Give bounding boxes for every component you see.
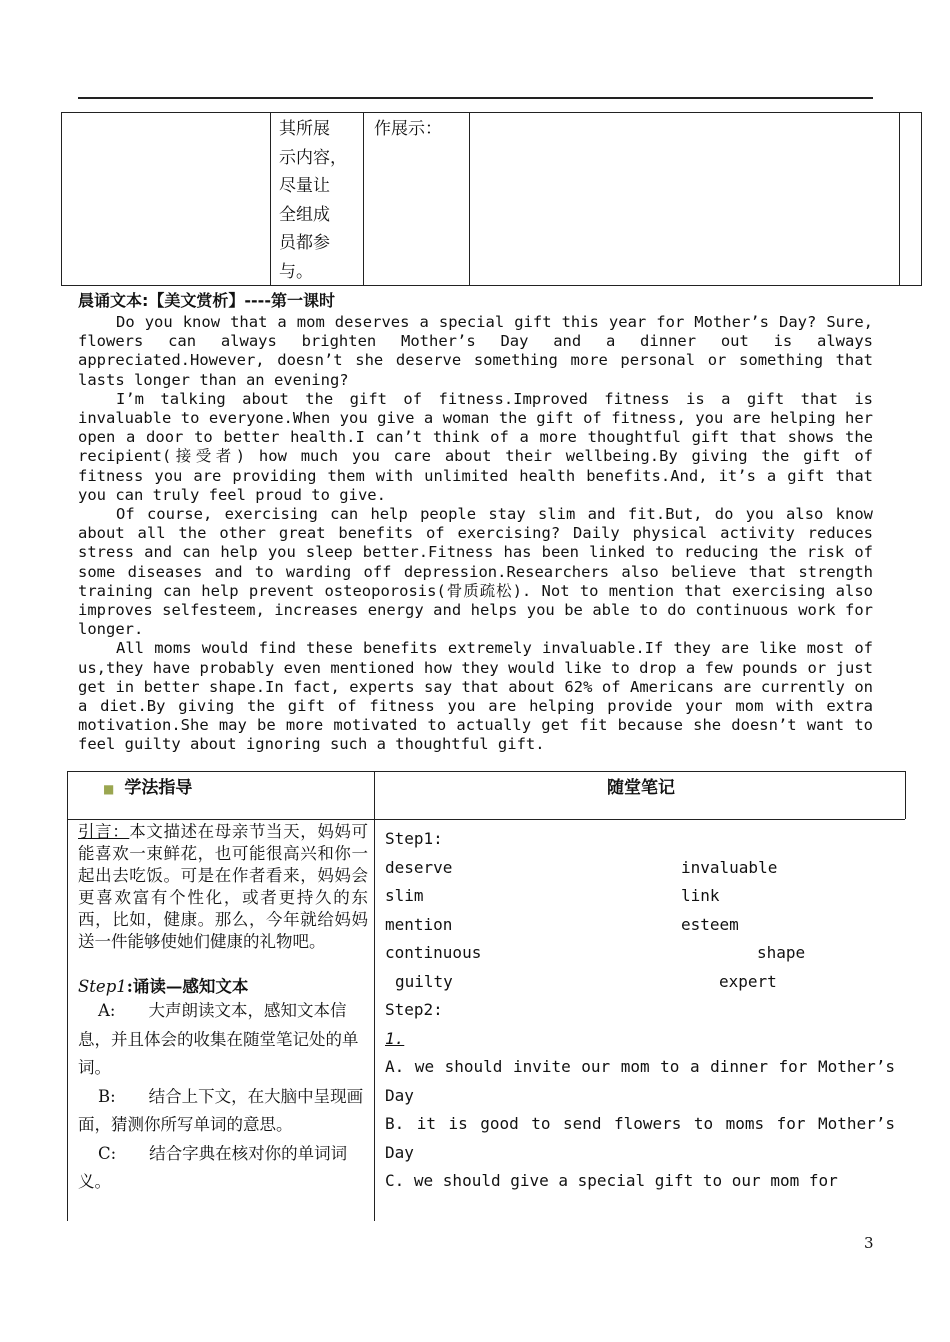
table-divider <box>67 819 905 820</box>
text-line: 其所展 <box>279 119 330 139</box>
class-notes-header: 随堂笔记 <box>607 778 675 798</box>
vocab-word: invaluable <box>681 857 778 877</box>
step1-title <box>78 973 368 997</box>
vocab-word: shape <box>757 943 806 962</box>
intro-lead: 引言： <box>78 822 130 841</box>
notes-step2-label: Step2: <box>385 1000 443 1019</box>
activity-instruction <box>279 115 363 286</box>
step-label: Step1 <box>78 977 127 996</box>
vocab-word: expert <box>719 971 777 991</box>
study-guide <box>78 821 368 1197</box>
page-number: 3 <box>864 1234 874 1252</box>
article-paragraph: All moms would find these benefits extremely invaluable.If they are like most of us,they have probably even mentioned how they would like to drop a few pounds or just get in better shape.In fact, experts say that about 62% of Americans are currently on a diet.By giving the gift of fitness you are helping provide your mom with extra motivation.She may be more motivated to actually get fit because she doesn’t want to feel guilty about ignoring such a thoughtful gift. <box>78 639 873 754</box>
text-line: 与。 <box>279 261 313 282</box>
table-border <box>61 113 62 285</box>
header-label: 学法指导 <box>124 778 193 798</box>
intro-paragraph <box>78 821 368 953</box>
word-row <box>385 968 895 997</box>
class-notes <box>385 825 895 1196</box>
article-paragraph: Do you know that a mom deserves a special gift this year for Mother’s Day? Sure, flowers can always brighten Mother’s Day and a dinner out is always appreciated.However, doesn’t she deserve something more personal or something that lasts longer than an evening? <box>78 313 873 389</box>
answer-option: A. we should invite our mom to a dinner for Mother’s Day <box>385 1057 895 1105</box>
vocab-word: esteem <box>681 914 739 934</box>
vocab-word: mention <box>385 914 453 934</box>
answer-option: C. we should give a special gift to our mom for <box>385 1171 838 1190</box>
article-paragraph: I’m talking about the gift of fitness.Improved fitness is a gift that is invaluable to everyone.When you give a woman the gift of fitness, you are helping her open a door to better health.I can’t think of a more thoughtful gift that shows the recipient(接受者) how much you care about their wellbeing.By giving the gift of fitness you are providing them with unlimited health benefits.And, it’s a gift that you can truly feel proud to give. <box>78 389 873 504</box>
vocab-word: deserve <box>385 857 453 877</box>
text-line: 全组成 <box>279 204 330 225</box>
article-paragraph: Of course, exercising can help people stay slim and fit.But, do you also know about all the other great benefits of exercising? Daily physical activity reduces stress and can help you sleep better.Fitness has been linked to reducing the risk of some diseases and to warding off depression.Researchers also believe that strength training can help prevent osteoporosis(骨质疏松). Not to mention that exercising also improves selfesteem, increases energy and helps you be able to do continuous work for longer. <box>78 505 873 639</box>
step-item: A: 大声朗读文本，感知文本信息，并且体会的收集在随堂笔记处的单词。 <box>78 1001 359 1077</box>
word-row <box>385 882 895 911</box>
word-row <box>385 939 895 968</box>
vocab-word: continuous <box>385 943 482 962</box>
bullet-icon: ■ <box>103 782 115 796</box>
section-title: 晨诵文本:【美文赏析】----第一课时 <box>78 291 335 310</box>
text-line: 示内容， <box>279 147 347 168</box>
study-table <box>67 771 905 1221</box>
reading-article <box>78 313 873 755</box>
table-border <box>905 771 906 819</box>
table-divider <box>374 771 375 1221</box>
table-divider <box>899 113 900 285</box>
text-line: 员都参 <box>279 233 330 253</box>
word-row <box>385 854 895 883</box>
vocab-word: slim <box>385 886 424 905</box>
vocab-word: guilty <box>395 971 453 991</box>
activity-display-label: 作展示： <box>374 119 442 139</box>
table-border <box>921 113 922 285</box>
table-divider <box>363 113 364 285</box>
question-number-text: 1. <box>385 1028 405 1048</box>
study-guide-header <box>103 773 192 798</box>
question-number <box>385 1025 895 1054</box>
answer-option: B. it is good to send flowers to moms for Mother’s Day <box>385 1114 895 1162</box>
vocab-word: link <box>681 886 720 905</box>
table-border <box>67 771 68 1221</box>
header-rule <box>78 97 873 99</box>
table-divider <box>270 113 271 285</box>
intro-text: 本文描述在母亲节当天，妈妈可能喜欢一束鲜花，也可能很高兴和你一起出去吃饭。可是在作者看来，妈妈会更喜欢富有个性化，或者更持久的东西，比如，健康。那么，今年就给妈妈送一件能够使她们健康的礼物吧。 <box>78 822 368 951</box>
step-item: B: 结合上下文，在大脑中呈现画面，猜测你所写单词的意思。 <box>78 1086 364 1134</box>
table-border <box>67 771 905 772</box>
text-line: 尽量让 <box>279 176 330 196</box>
step-caption: :诵读—感知文本 <box>126 977 249 996</box>
activity-table <box>61 112 922 286</box>
notes-step1-label: Step1: <box>385 829 443 848</box>
word-row <box>385 911 895 940</box>
step-item: C: 结合字典在核对你的单词词义。 <box>78 1143 348 1191</box>
